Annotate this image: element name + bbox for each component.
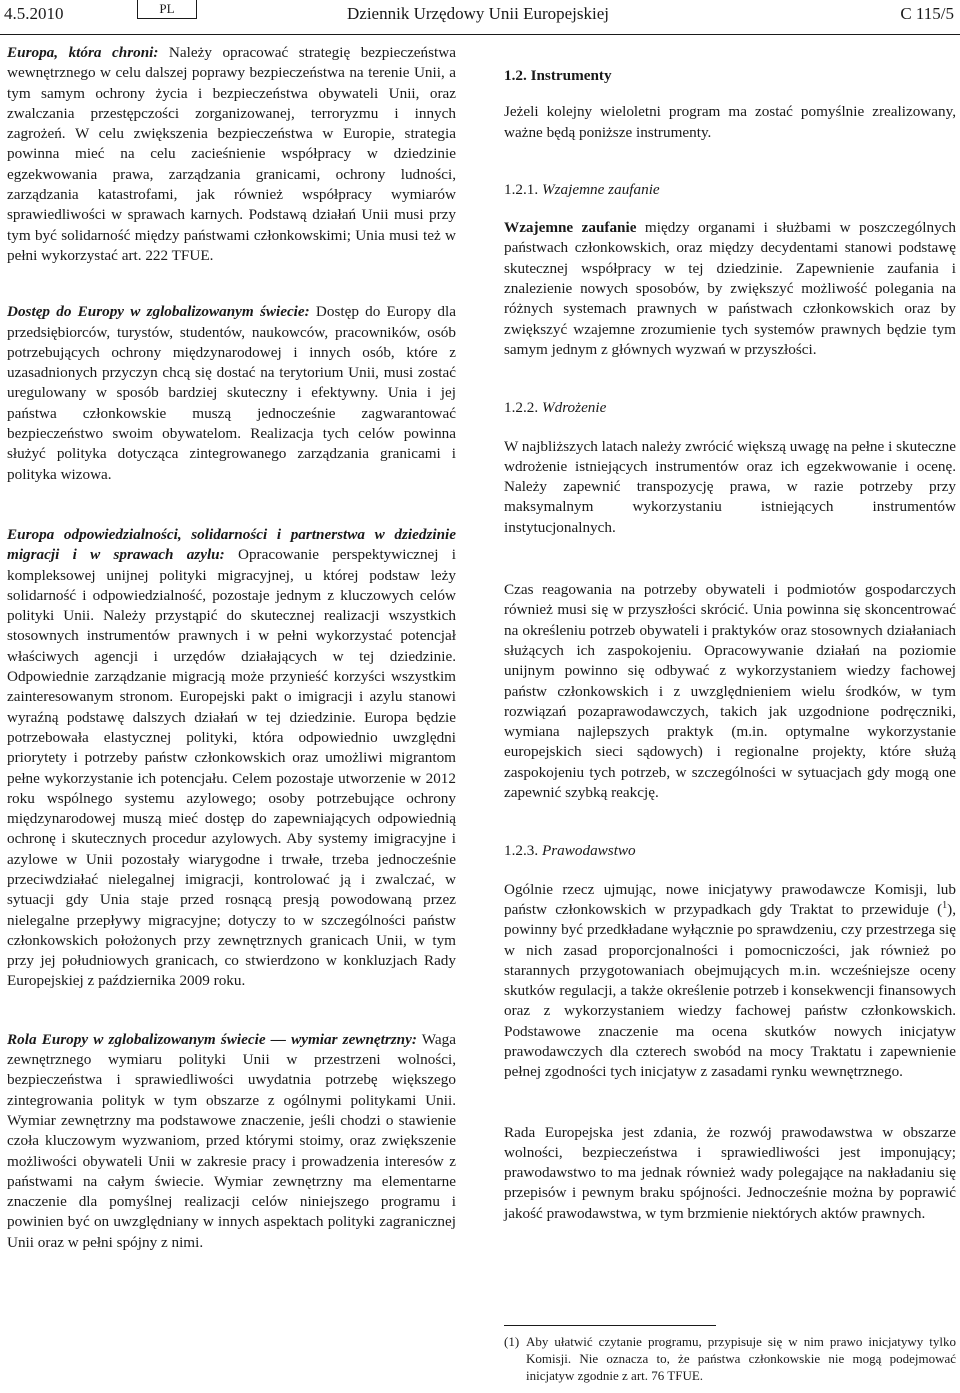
subsection-heading-trust: [504, 180, 956, 200]
paragraph-europe-that-protects: [7, 43, 456, 266]
publication-date: 4.5.2010: [4, 4, 64, 23]
paragraph-text: między organami i służbami w poszczególnych państwach członkowskich, oraz między decydentami stanowi podstawę skutecznej współpracy w tej dziedzinie. Zapewnienie zaufania i znalezienie nowych sposobów, by zwiększyć możliwość polegania na różnych systemach prawnych w państwach członkowskich oraz by zwiększyć wzajemne zrozumienie tych systemów prawnych będzie tym samym jednym z głównych wyzwań w przyszłości.: [504, 219, 957, 358]
paragraph-text: Ogólnie rzecz ujmując, nowe inicjatywy prawodawcze Komisji, lub państw członkowskich w przypadkach gdy Traktat to przewiduje (: [504, 880, 956, 918]
section-title: Instrumenty: [530, 67, 612, 84]
page-reference: C 115/5: [900, 4, 954, 23]
page-header: [0, 0, 960, 36]
subsection-title: Prawodawstwo: [541, 842, 636, 860]
subsection-title: Wzajemne zaufanie: [541, 180, 660, 198]
left-column: [7, 44, 456, 1253]
paragraph-response-time: Czas reagowania na potrzeby obywateli i podmiotów gospodarczych również musi się w przyszłości skrócić. Unia powinna się skoncentrować na określeniu potrzeb obywateli i praktyków oraz stosownych działaniach służących ich zaspokojeniu. Opracowywanie działań na poziomie unijnym powinno się odbywać z wykorzystaniem wiedzy fachowej państw członkowskich i z uwzględnieniem wielu środków, w tym rozwiązań pozaprawodawczych, takich jak uzgodnione podręczniki, wymiana najlepszych praktyk (m.in. optymalne wykorzystanie europejskich sieci sądowych) i regionalne projekty, które służą zaspokojeniu tych potrzeb, w szczególności w sytuacjach gdy mogą one zapewnić szybką reakcję.: [504, 581, 956, 802]
paragraph-legislation-quality: Rada Europejska jest zdania, że rozwój prawodawstwa w obszarze wolności, bezpieczeństwa i sprawiedliwości jest imponujący; prawodawstwo to ma jednak również wady polegające na nakładaniu się przepisów i pewnym braku spójności. Jednocześnie można by poprawić jakość prawodawstwa, w tym brzmienie niektórych aktów prawnych.: [504, 1123, 956, 1222]
subsection-heading-implementation: [504, 398, 956, 418]
paragraph-text: Należy opracować strategię bezpieczeństwa wewnętrznego w celu dalszej poprawy bezpieczeństwa na terenie Unii, a tym samym ochrony życia i bezpieczeństwa obywateli Unii, oraz zwalczania przestępczości zorganizowanej, terroryzmu i innych zagrożeń. W celu zwiększenia bezpieczeństwa w Europie, strategia powinna mieć na celu zacieśnienie współpracy w dziedzinie egzekwowania prawa, zarządzania granicami, ochrony ludności, zarządzania katastrofami, jak również współpracy wymiarów sprawiedliwości w sprawach karnych. Podstawą działań Unii musi przy tym być solidarność między państwami członkowskimi; Unia musi też w pełni wykorzystać art. 222 TFUE.: [7, 44, 456, 264]
header-rule: [0, 34, 960, 35]
paragraph-external-dimension: [7, 1030, 456, 1253]
paragraph-text: Waga zewnętrznego wymiaru polityki Unii w przestrzeni wolności, bezpieczeństwa i sprawiedliwości uwydatnia potrzebę większego zintegrowania polityk w tym obszarze z ogólnymi politykami Unii. Wymiar zewnętrzny ma podstawowe znaczenie, jeśli chodzi o stawienie czoła kluczowym wyzwaniom, przed którymi stoimy, oraz zwiększenie możliwości obywateli Unii w zakresie pracy i prowadzenia interesów z państwami na całym świecie. Wymiar zewnętrzny ma elementarne znaczenie dla pomyślnej realizacji celów niniejszego programu i powinien być on uwzględniany w innych aspektach polityki zagranicznej Unii oraz w pełni spójny z nimi.: [7, 1030, 456, 1251]
subsection-title: Wdrożenie: [541, 399, 607, 417]
paragraph-lead: Wzajemne zaufanie: [504, 219, 637, 237]
paragraph-text: ), powinny być przedkładane wyłącznie po sprawdzeniu, czy przestrzega się w nich zasad proporcjonalności i pomocniczości, jak również po starannych przygotowaniach obejmujących m.in. wcześniejsze oceny skutków regulacji, a także określenie potrzeb i konsekwencji finansowych oraz z wykorzystaniem wiedzy fachowej państw członkowskich. Podstawowe znaczenie ma ocena skutków nowych inicjatyw prawodawczych dla czterech swobód na mocy Traktatu i zapewnienie pełnej zgodności tych inicjatyw z zasadami rynku wewnętrznego.: [504, 900, 956, 1081]
paragraph-lead: Europa odpowiedzialności, solidarności i partnerstwa w dziedzinie migracji i w sprawach azylu:: [7, 525, 456, 564]
subsection-number: 1.2.2.: [504, 399, 539, 417]
paragraph-text: Opracowanie perspektywicznej i kompleksowej unijnej polityki migracyjnej, u której podstaw leży solidarność i odpowiedzialność, pozostaje jednym z kluczowych celów polityki Unii. Należy przystąpić do skutecznej realizacji wszystkich stosownych instrumentów prawnych i w pełni wykorzystać potencjał właściwych agencji i urzędów działających w tej dziedzinie. Odpowiednie zarządzanie migracją może przynieść korzyści wszystkim zainteresowanym stronom. Europejski pakt o imigracji i azylu stanowi wyraźną podstawę dalszych działań w tej dziedzinie. Europa będzie potrzebowała elastycznej polityki, która odpowiednio uwzględni priorytety i potrzeby państw członkowskich oraz umożliwi migrantom pełne wykorzystanie ich potencjału. Celem pozostaje utworzenie w 2012 roku wspólnego systemu azylowego; osoby potrzebujące ochrony międzynarodowej muszą mieć dostęp do zapewniających odpowiednią ochronę i skutecznych procedur azylowych. Aby systemy imigracyjne i azylowe w Unii pozostały wiarygodne i trwałe, trzeba jednocześnie przeciwdziałać nielegalnej imigracji, kontrolować ją i zwalczać, w sytuacji gdy Unia staje przed rosnącą presją powodowaną przez nielegalne przepływy migracyjne; dotyczy to w szczególności państw członkowskich położonych przy zewnętrznych granicach Unii, w tym przy jej południowych granicach, co stwierdzono w konkluzjach Rady Europejskiej z października 2009 roku.: [7, 546, 456, 990]
paragraph-mutual-trust: [504, 218, 956, 360]
paragraph-implementation: W najbliższych latach należy zwrócić większą uwagę na pełne i skuteczne wdrożenie istniejących instrumentów oraz ich egzekwowanie i ocenę. Należy zapewnić transpozycję prawa, w razie potrzeby przy maksymalnym wykorzystaniu istniejących instrumentów instytucjonalnych.: [504, 437, 956, 536]
right-column: [504, 66, 956, 1224]
language-badge: PL: [137, 0, 197, 19]
section-number: 1.2.: [504, 67, 527, 84]
paragraph-text: Dostęp do Europy dla przedsiębiorców, turystów, studentów, naukowców, pracowników, osób potrzebujących ochrony międzynarodowej i innych osób, które z uzasadnionych przyczyn chcą się dostać na terytorium Unii, musi zostać uregulowany w sposób bardziej skuteczny i efektywny. Unia i jej państwa członkowskie muszą jednocześnie zagwarantować bezpieczeństwo swoim obywatelom. Realizacja tych celów powinna służyć polityka dotycząca zintegrowanego zarządzania granicami i polityka wizowa.: [7, 303, 456, 483]
paragraph-lead: Europa, która chroni:: [7, 44, 159, 61]
footnote-reference[interactable]: 1: [942, 899, 948, 911]
subsection-number: 1.2.3.: [504, 842, 539, 860]
footnote: [504, 1333, 956, 1384]
section-intro: Jeżeli kolejny wieloletni program ma zostać pomyślnie zrealizowany, ważne będą poniższe instrumenty.: [504, 103, 956, 141]
footnote-mark: (1): [504, 1334, 520, 1349]
footnote-rule: [504, 1325, 716, 1326]
subsection-heading-legislation: [504, 841, 956, 861]
paragraph-legislative-initiatives: [504, 880, 956, 1083]
paragraph-lead: Rola Europy w zglobalizowanym świecie — wymiar zewnętrzny:: [7, 1030, 417, 1048]
paragraph-access-to-europe: [7, 302, 456, 485]
journal-title: Dziennik Urzędowy Unii Europejskiej: [347, 4, 610, 23]
paragraph-lead: Dostęp do Europy w zglobalizowanym świecie:: [7, 303, 310, 321]
subsection-number: 1.2.1.: [504, 180, 539, 198]
footnote-text: Aby ułatwić czytanie programu, przypisuje się w nim prawo inicjatywy tylko Komisji. Nie oznacza to, że państwa członkowskie nie mogą podejmować inicjatyw zgodnie z art. 76 TFUE.: [526, 1334, 956, 1383]
section-heading: [504, 66, 956, 86]
paragraph-migration-asylum: [7, 525, 456, 992]
